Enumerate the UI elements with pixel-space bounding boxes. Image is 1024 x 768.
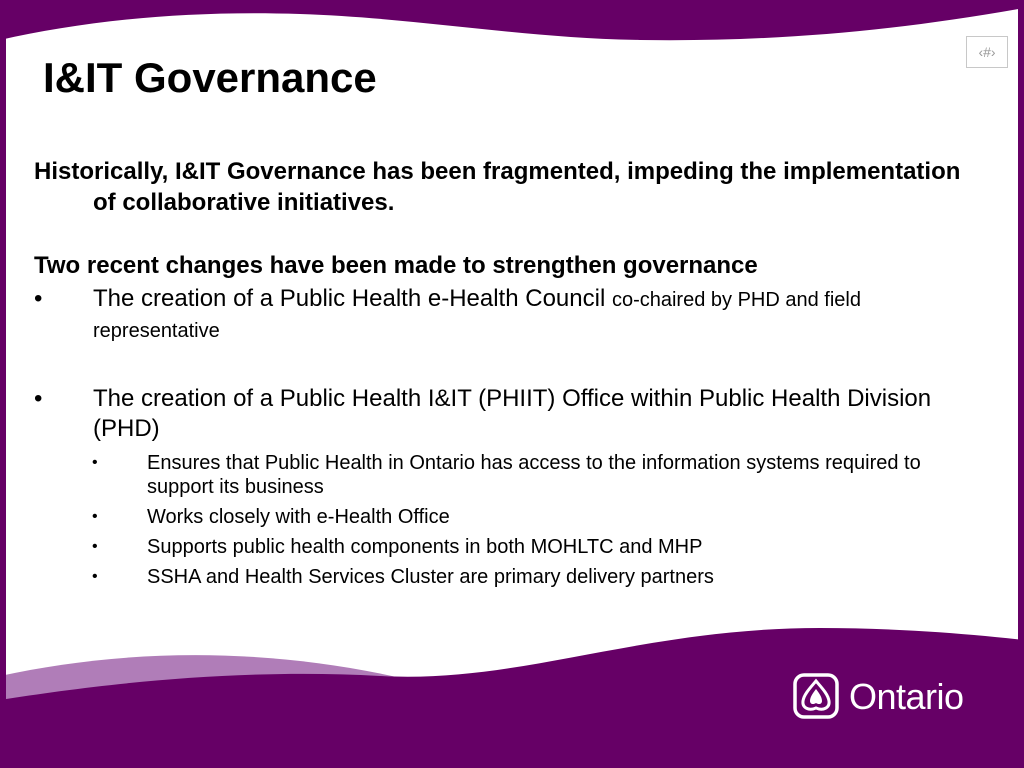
sub-bullet-marker: • xyxy=(92,538,98,555)
sub-bullet-text: Ensures that Public Health in Ontario has access to the information systems required to support its business xyxy=(147,452,921,498)
subheading: Two recent changes have been made to strengthen governance xyxy=(34,252,758,279)
slide-title: I&IT Governance xyxy=(43,54,377,101)
bullet-text: The creation of a Public Health e-Health Council xyxy=(93,285,606,312)
sub-bullet-marker: • xyxy=(92,568,98,585)
bullet-office xyxy=(34,384,984,444)
bullet-text: The creation of a Public Health I&IT (PHIIT) Office within Public Health Division (PHD) xyxy=(93,385,932,442)
sub-bullet-components xyxy=(34,535,984,559)
sub-bullet-text: SSHA and Health Services Cluster are primary delivery partners xyxy=(147,566,714,588)
bullet-marker: • xyxy=(34,385,43,412)
slide-number: ‹#› xyxy=(966,36,1008,68)
bullet-marker: • xyxy=(34,285,43,312)
ontario-logo xyxy=(793,673,983,721)
slide-body xyxy=(34,156,984,595)
sub-bullet-text: Supports public health components in both MOHLTC and MHP xyxy=(147,536,703,558)
intro-paragraph: Historically, I&IT Governance has been fragmented, impeding the implementation of collaborative initiatives. xyxy=(34,158,961,216)
sub-bullet-marker: • xyxy=(92,454,98,471)
trillium-icon xyxy=(793,673,839,719)
bullet-council xyxy=(34,284,984,346)
sub-bullet-text: Works closely with e-Health Office xyxy=(147,506,450,528)
ontario-wordmark: Ontario xyxy=(849,676,964,717)
sub-bullet-access xyxy=(34,451,984,499)
sub-bullet-partners xyxy=(34,565,984,589)
bullet-detail: co-chaired by PHD and field representative xyxy=(93,289,861,342)
sub-bullet-marker: • xyxy=(92,508,98,525)
sub-bullet-ehealth xyxy=(34,505,984,529)
